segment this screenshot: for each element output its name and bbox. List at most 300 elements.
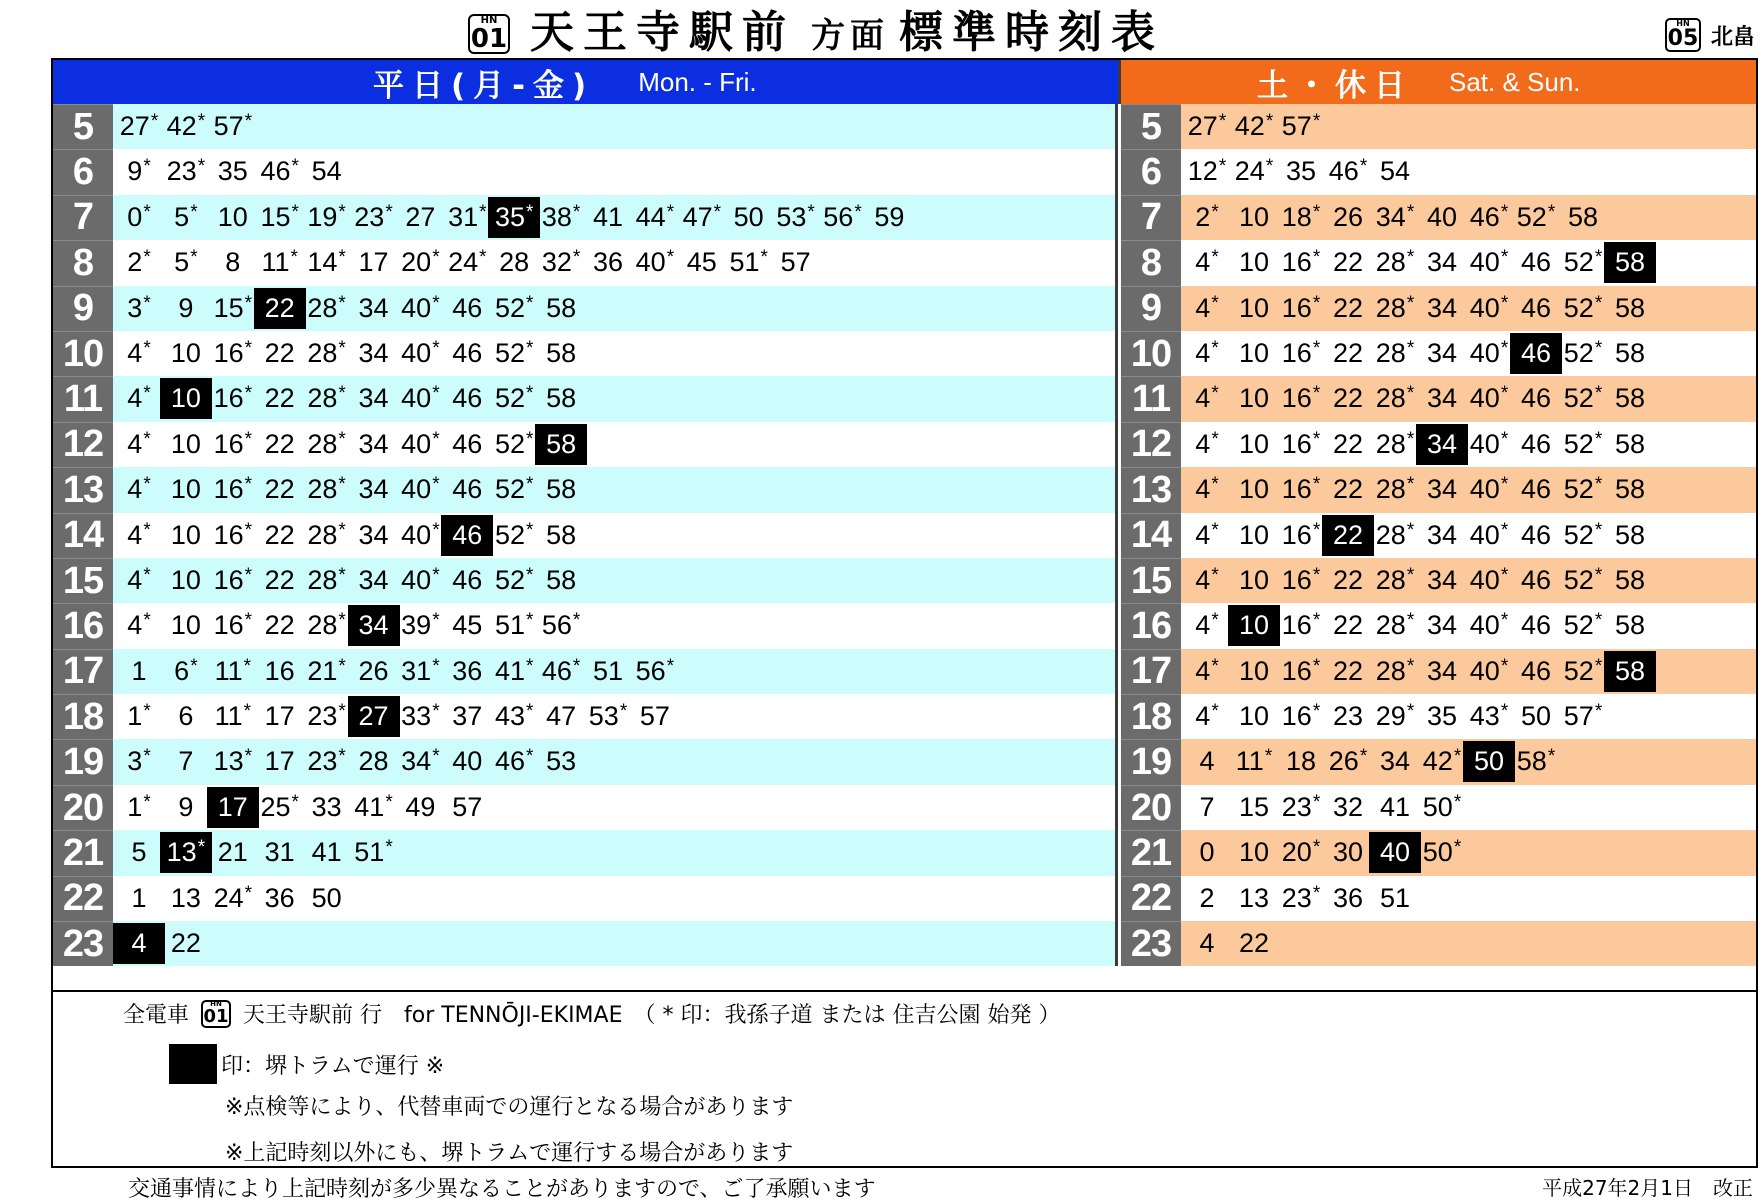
notes-section (53, 990, 1756, 1168)
weekday-hour-cell: 19 (53, 739, 113, 784)
weekday-minutes-cell (113, 149, 1118, 194)
departure-time: 4 (1199, 746, 1215, 777)
title-direction: 方面 (811, 16, 889, 56)
departure-time-sakai-tram: 58 (1604, 242, 1656, 283)
departure-time: 33 (311, 791, 342, 822)
departure-time-sakai-tram: 22 (1322, 515, 1374, 556)
departure-time: 40 * (401, 337, 440, 368)
departure-time: 54 (311, 156, 342, 187)
departure-time: 45 (452, 610, 483, 641)
departure-time: 57 (639, 701, 670, 732)
departure-time: 16 * (213, 474, 253, 505)
departure-time: 6 * (174, 655, 198, 686)
departure-time: 34 (1426, 292, 1458, 323)
departure-time: 22 (170, 928, 201, 959)
departure-time: 16 (264, 655, 295, 686)
weekend-hour-cell: 16 (1121, 603, 1181, 648)
timetable (51, 58, 1758, 1168)
departure-time: 34 (1426, 519, 1458, 550)
weekend-hour-cell: 21 (1121, 830, 1181, 875)
departure-time: 10 (1238, 201, 1270, 232)
departure-time: 46 (452, 292, 483, 323)
departure-time: 40 (1426, 201, 1458, 232)
weekend-hour-cell: 18 (1121, 694, 1181, 739)
departure-time: 52 * (1563, 655, 1603, 686)
departure-time: 17 (264, 701, 295, 732)
departure-time: 52 * (1563, 383, 1603, 414)
departure-time: 28 (358, 746, 389, 777)
departure-time: 9 * (127, 156, 151, 187)
departure-time: 16 * (1281, 519, 1321, 550)
departure-time: 35 (217, 156, 248, 187)
departure-time: 25 * (260, 791, 299, 822)
departure-time: 46 * (260, 156, 299, 187)
departure-time: 46 * (494, 746, 534, 777)
departure-time: 28 * (1375, 519, 1415, 550)
departure-time: 43 * (1469, 701, 1509, 732)
weekday-hour-cell: 17 (53, 649, 113, 694)
weekend-minutes-cell (1181, 830, 1756, 875)
departure-time: 18 (1285, 746, 1317, 777)
table-row (53, 240, 1756, 285)
departure-time: 4 (1199, 928, 1215, 959)
weekday-hour-cell: 11 (53, 376, 113, 421)
departure-time: 35 (1285, 156, 1317, 187)
weekend-hour-cell: 8 (1121, 240, 1181, 285)
weekday-label-en: Mon. - Fri. (638, 66, 757, 97)
departure-time: 52 * (494, 292, 534, 323)
weekday-minutes-cell (113, 286, 1118, 331)
departure-time: 10 (1238, 564, 1270, 595)
departure-time: 22 (264, 337, 295, 368)
weekday-hour-cell: 8 (53, 240, 113, 285)
departure-time: 10 (1238, 383, 1270, 414)
departure-time: 28 * (307, 519, 346, 550)
departure-time: 4 * (1195, 701, 1219, 732)
weekday-minutes-cell (113, 785, 1118, 830)
departure-time: 31 * (448, 201, 487, 232)
weekend-minutes-cell (1181, 149, 1756, 194)
departure-time: 26 (358, 655, 389, 686)
departure-time: 22 (1238, 928, 1270, 959)
departure-time: 41 * (354, 791, 393, 822)
departure-time: 31 * (401, 655, 440, 686)
departure-time: 1 * (127, 791, 151, 822)
departure-time: 46 (1520, 564, 1552, 595)
departure-time: 52 * (1516, 201, 1556, 232)
weekday-header (53, 60, 1121, 104)
departure-time: 41 (311, 837, 342, 868)
departure-time: 34 (1426, 610, 1458, 641)
departure-time: 34 (358, 519, 389, 550)
note-all-trams: 全電車 (123, 1003, 190, 1028)
departure-time: 2 * (1195, 201, 1219, 232)
weekday-hour-cell: 15 (53, 558, 113, 603)
page-title (468, 4, 1164, 58)
table-row (53, 104, 1756, 149)
departure-time: 40 (452, 746, 483, 777)
departure-time: 41 (1379, 791, 1411, 822)
departure-time: 52 * (1563, 247, 1603, 278)
departure-time: 54 (1379, 156, 1411, 187)
weekday-minutes-cell (113, 195, 1118, 240)
departure-time: 16 * (1281, 428, 1321, 459)
departure-time: 4 * (127, 564, 151, 595)
departure-time: 22 (264, 383, 295, 414)
departure-time: 11 * (214, 701, 252, 732)
departure-time: 0 (1199, 837, 1215, 868)
departure-time: 32 * (541, 247, 581, 278)
departure-time: 15 (1238, 791, 1270, 822)
departure-time: 46 (452, 428, 483, 459)
departure-time: 41 (592, 201, 624, 232)
departure-time: 18 * (1281, 201, 1321, 232)
departure-time: 28 * (1375, 474, 1415, 505)
departure-time: 6 (178, 701, 194, 732)
departure-time: 22 (1332, 564, 1364, 595)
table-row (53, 331, 1756, 376)
table-row (53, 921, 1756, 966)
departure-time-sakai-tram: 13 * (160, 832, 212, 873)
weekend-minutes-cell (1181, 649, 1756, 694)
departure-time: 46 (452, 474, 483, 505)
departure-time: 29 * (1375, 701, 1415, 732)
table-row (53, 649, 1756, 694)
departure-time: 41 * (494, 655, 534, 686)
departure-time: 40 * (1469, 247, 1509, 278)
departure-time: 10 (170, 337, 201, 368)
departure-time: 10 (1238, 701, 1270, 732)
departure-time: 4 * (1195, 564, 1219, 595)
departure-time: 34 (358, 428, 389, 459)
departure-time: 36 (592, 247, 624, 278)
departure-time: 10 (170, 564, 201, 595)
departure-time: 28 * (1375, 247, 1415, 278)
departure-time: 39 * (401, 610, 440, 641)
departure-time: 52 * (1563, 610, 1603, 641)
departure-time: 53 (546, 746, 577, 777)
departure-time-sakai-tram: 10 (1228, 605, 1280, 646)
departure-time: 37 (452, 701, 483, 732)
weekend-minutes-cell (1181, 240, 1756, 285)
departure-time: 57 * (1563, 701, 1603, 732)
departure-time: 16 * (1281, 701, 1321, 732)
table-row (53, 558, 1756, 603)
departure-time: 34 (358, 337, 389, 368)
departure-time: 22 (1332, 610, 1364, 641)
weekday-minutes-cell (113, 558, 1118, 603)
departure-time: 22 (1332, 474, 1364, 505)
table-row (53, 376, 1756, 421)
departure-time: 26 * (1328, 746, 1368, 777)
departure-time: 10 (1238, 474, 1270, 505)
departure-time: 46 (452, 564, 483, 595)
departure-time: 58 (1614, 337, 1646, 368)
departure-time: 13 (1238, 882, 1270, 913)
departure-time: 51 * (494, 610, 534, 641)
departure-time: 23 * (307, 701, 346, 732)
departure-time: 58 (1614, 428, 1646, 459)
weekday-minutes-cell (113, 376, 1118, 421)
departure-time: 4 * (1195, 474, 1219, 505)
departure-time: 28 * (307, 610, 346, 641)
departure-time: 58 (1567, 201, 1599, 232)
weekday-hour-cell: 13 (53, 467, 113, 512)
departure-time: 46 (452, 383, 483, 414)
current-station-badge: HN 05 (1665, 18, 1701, 52)
weekend-hour-cell: 17 (1121, 649, 1181, 694)
departure-time: 2 * (127, 247, 151, 278)
weekend-hour-cell: 23 (1121, 921, 1181, 966)
departure-time: 58 (546, 292, 577, 323)
departure-time: 22 (264, 564, 295, 595)
departure-time: 27 * (1187, 111, 1227, 141)
departure-time: 58 (1614, 564, 1646, 595)
departure-time: 50 (311, 882, 342, 913)
departure-time: 7 (178, 746, 194, 777)
departure-time: 21 (217, 837, 248, 868)
departure-time: 58 (1614, 383, 1646, 414)
departure-time: 0 * (127, 201, 151, 232)
departure-time: 40 * (1469, 519, 1509, 550)
departure-time: 52 * (494, 564, 534, 595)
departure-time: 46 (1520, 474, 1552, 505)
table-row (53, 603, 1756, 648)
weekend-minutes-cell (1181, 195, 1756, 240)
weekday-minutes-cell (113, 694, 1118, 739)
departure-time: 34 (358, 292, 389, 323)
weekday-hour-cell: 23 (53, 921, 113, 966)
page-header (0, 0, 1761, 60)
note-substitute: ※点検等により、代替車両での運行となる場合があります (225, 1095, 794, 1120)
departure-time: 28 * (307, 474, 346, 505)
departure-time: 46 (452, 337, 483, 368)
departure-time: 5 (131, 837, 147, 868)
departure-time: 42 * (1234, 111, 1274, 141)
departure-time-sakai-tram: 34 (1416, 424, 1468, 465)
weekend-hour-cell: 10 (1121, 331, 1181, 376)
weekend-hour-cell: 5 (1121, 104, 1181, 149)
weekday-hour-cell: 16 (53, 603, 113, 648)
departure-time: 28 * (307, 383, 346, 414)
departure-time-sakai-tram: 10 (160, 378, 212, 419)
weekday-minutes-cell (113, 603, 1118, 648)
weekend-hour-cell: 12 (1121, 422, 1181, 467)
departure-time-sakai-tram: 46 (1510, 333, 1562, 374)
departure-time: 20 * (401, 247, 440, 278)
departure-time: 40 * (401, 428, 440, 459)
departure-time: 16 * (1281, 292, 1321, 323)
departure-time-sakai-tram: 17 (207, 787, 259, 828)
departure-time: 34 (1426, 564, 1458, 595)
departure-time: 34 (1426, 247, 1458, 278)
departure-time: 22 (1332, 292, 1364, 323)
weekend-minutes-cell (1181, 422, 1756, 467)
departure-time: 13 (170, 882, 201, 913)
departure-time: 51 (1379, 882, 1411, 913)
weekday-hour-cell: 10 (53, 331, 113, 376)
departure-time: 58 (1614, 474, 1646, 505)
departure-time: 58 (546, 519, 577, 550)
departure-time-sakai-tram: 27 (348, 696, 400, 737)
departure-time: 27 * (119, 111, 159, 141)
departure-time: 12 * (1187, 156, 1227, 187)
departure-time: 52 * (494, 474, 534, 505)
departure-time: 11 * (261, 247, 298, 278)
table-row (53, 422, 1756, 467)
weekday-hour-cell: 22 (53, 876, 113, 921)
departure-time: 3 * (127, 746, 151, 777)
departure-time: 23 * (307, 746, 346, 777)
station-number-badge: HN 01 (468, 14, 510, 54)
departure-time-sakai-tram: 34 (348, 605, 400, 646)
weekday-minutes-cell (113, 513, 1118, 558)
weekday-hour-cell: 7 (53, 195, 113, 240)
departure-time: 50 * (1422, 791, 1462, 822)
weekend-header (1121, 60, 1758, 104)
departure-time: 58 (1614, 292, 1646, 323)
departure-time: 43 * (494, 701, 534, 732)
departure-time: 22 (264, 610, 295, 641)
note-station-badge: HN 01 (201, 1000, 231, 1028)
departure-time: 16 * (1281, 337, 1321, 368)
timetable-rows (53, 104, 1756, 966)
weekend-hour-cell: 7 (1121, 195, 1181, 240)
departure-time: 51 (592, 655, 624, 686)
departure-time: 24 * (213, 882, 253, 913)
departure-time: 59 (874, 201, 905, 232)
departure-time: 46 * (541, 655, 581, 686)
departure-time: 46 (1520, 428, 1552, 459)
weekday-minutes-cell (113, 331, 1118, 376)
departure-time: 10 (1238, 337, 1270, 368)
departure-time: 58 (546, 383, 577, 414)
departure-time: 11 * (1235, 746, 1273, 777)
weekend-minutes-cell (1181, 921, 1756, 966)
departure-time: 53 * (776, 201, 815, 232)
departure-time: 52 * (494, 428, 534, 459)
departure-time: 16 * (213, 519, 253, 550)
weekend-hour-cell: 15 (1121, 558, 1181, 603)
departure-time: 46 (1520, 247, 1552, 278)
departure-time: 34 (358, 383, 389, 414)
departure-time: 40 * (1469, 655, 1509, 686)
departure-time: 9 (178, 292, 194, 323)
departure-time: 38 * (541, 201, 581, 232)
departure-time: 40 * (401, 564, 440, 595)
departure-time: 16 * (1281, 564, 1321, 595)
weekend-minutes-cell (1181, 467, 1756, 512)
table-row (53, 513, 1756, 558)
title-destination: 天王寺駅前 (530, 7, 795, 58)
departure-time: 58 (1614, 610, 1646, 641)
departure-time: 57 * (213, 111, 253, 141)
departure-time: 10 (1238, 247, 1270, 278)
weekend-label-en: Sat. & Sun. (1449, 66, 1581, 97)
departure-time: 47 (546, 701, 577, 732)
departure-time: 5 * (174, 247, 198, 278)
departure-time: 58 (546, 337, 577, 368)
departure-time: 5 * (174, 201, 198, 232)
departure-time: 30 (1332, 837, 1364, 868)
weekday-hour-cell: 9 (53, 286, 113, 331)
departure-time: 4 * (1195, 655, 1219, 686)
departure-time: 27 (405, 201, 436, 232)
departure-time: 28 * (1375, 428, 1415, 459)
departure-time: 44 * (635, 201, 675, 232)
departure-time: 35 (1426, 701, 1458, 732)
departure-time: 24 * (448, 247, 487, 278)
departure-time: 22 (264, 428, 295, 459)
table-row (53, 286, 1756, 331)
departure-time: 16 * (213, 610, 253, 641)
departure-time: 49 (405, 791, 436, 822)
departure-time: 50 (733, 201, 764, 232)
departure-time: 46 (1520, 610, 1552, 641)
departure-time: 52 * (1563, 337, 1603, 368)
departure-time: 46 * (1328, 156, 1368, 187)
weekend-minutes-cell (1181, 104, 1756, 149)
departure-time: 58 (546, 564, 577, 595)
departure-time: 45 (686, 247, 717, 278)
departure-time: 10 (1238, 837, 1270, 868)
departure-time: 16 * (213, 383, 253, 414)
weekday-minutes-cell (113, 422, 1118, 467)
weekday-label: 平日(月-金) (373, 67, 595, 104)
footer-revision-date: 平成27年2月1日 改正 (1542, 1176, 1753, 1200)
departure-time: 28 * (307, 337, 346, 368)
departure-time: 24 * (1234, 156, 1274, 187)
departure-time: 52 * (1563, 428, 1603, 459)
departure-time: 46 (1520, 655, 1552, 686)
departure-time: 51 * (729, 247, 768, 278)
departure-time: 15 * (260, 201, 299, 232)
current-station-name: 北畠 (1710, 24, 1755, 50)
departure-time: 10 (1238, 428, 1270, 459)
departure-time: 22 (264, 519, 295, 550)
departure-time: 28 * (1375, 655, 1415, 686)
departure-time: 23 * (166, 156, 206, 187)
departure-time: 28 * (1375, 564, 1415, 595)
departure-time: 50 (1520, 701, 1552, 732)
weekend-hour-cell: 13 (1121, 467, 1181, 512)
departure-time: 32 (1332, 791, 1364, 822)
departure-time: 1 (131, 655, 147, 686)
weekend-hour-cell: 14 (1121, 513, 1181, 558)
table-row (53, 876, 1756, 921)
weekend-hour-cell: 22 (1121, 876, 1181, 921)
departure-time: 10 (170, 519, 201, 550)
departure-time: 34 (1426, 337, 1458, 368)
departure-time: 33 * (401, 701, 440, 732)
departure-time: 23 (1332, 701, 1364, 732)
highlight-legend-swatch (169, 1044, 217, 1084)
departure-time: 40 * (401, 383, 440, 414)
note-destination (123, 998, 1060, 1029)
weekend-hour-cell: 20 (1121, 785, 1181, 830)
departure-time: 53 * (588, 701, 628, 732)
departure-time: 22 (1332, 247, 1364, 278)
departure-time-sakai-tram: 46 (441, 515, 493, 556)
note-destination-text: 天王寺駅前 行 for TENNŌJI-EKIMAE （ * 印：我孫子道 または 住吉公園 始発 ） (243, 1003, 1061, 1028)
departure-time-sakai-tram: 58 (535, 424, 587, 465)
departure-time: 52 * (494, 383, 534, 414)
table-row (53, 149, 1756, 194)
weekday-hour-cell: 21 (53, 830, 113, 875)
weekend-minutes-cell (1181, 286, 1756, 331)
departure-time: 16 * (213, 428, 253, 459)
weekend-minutes-cell (1181, 739, 1756, 784)
